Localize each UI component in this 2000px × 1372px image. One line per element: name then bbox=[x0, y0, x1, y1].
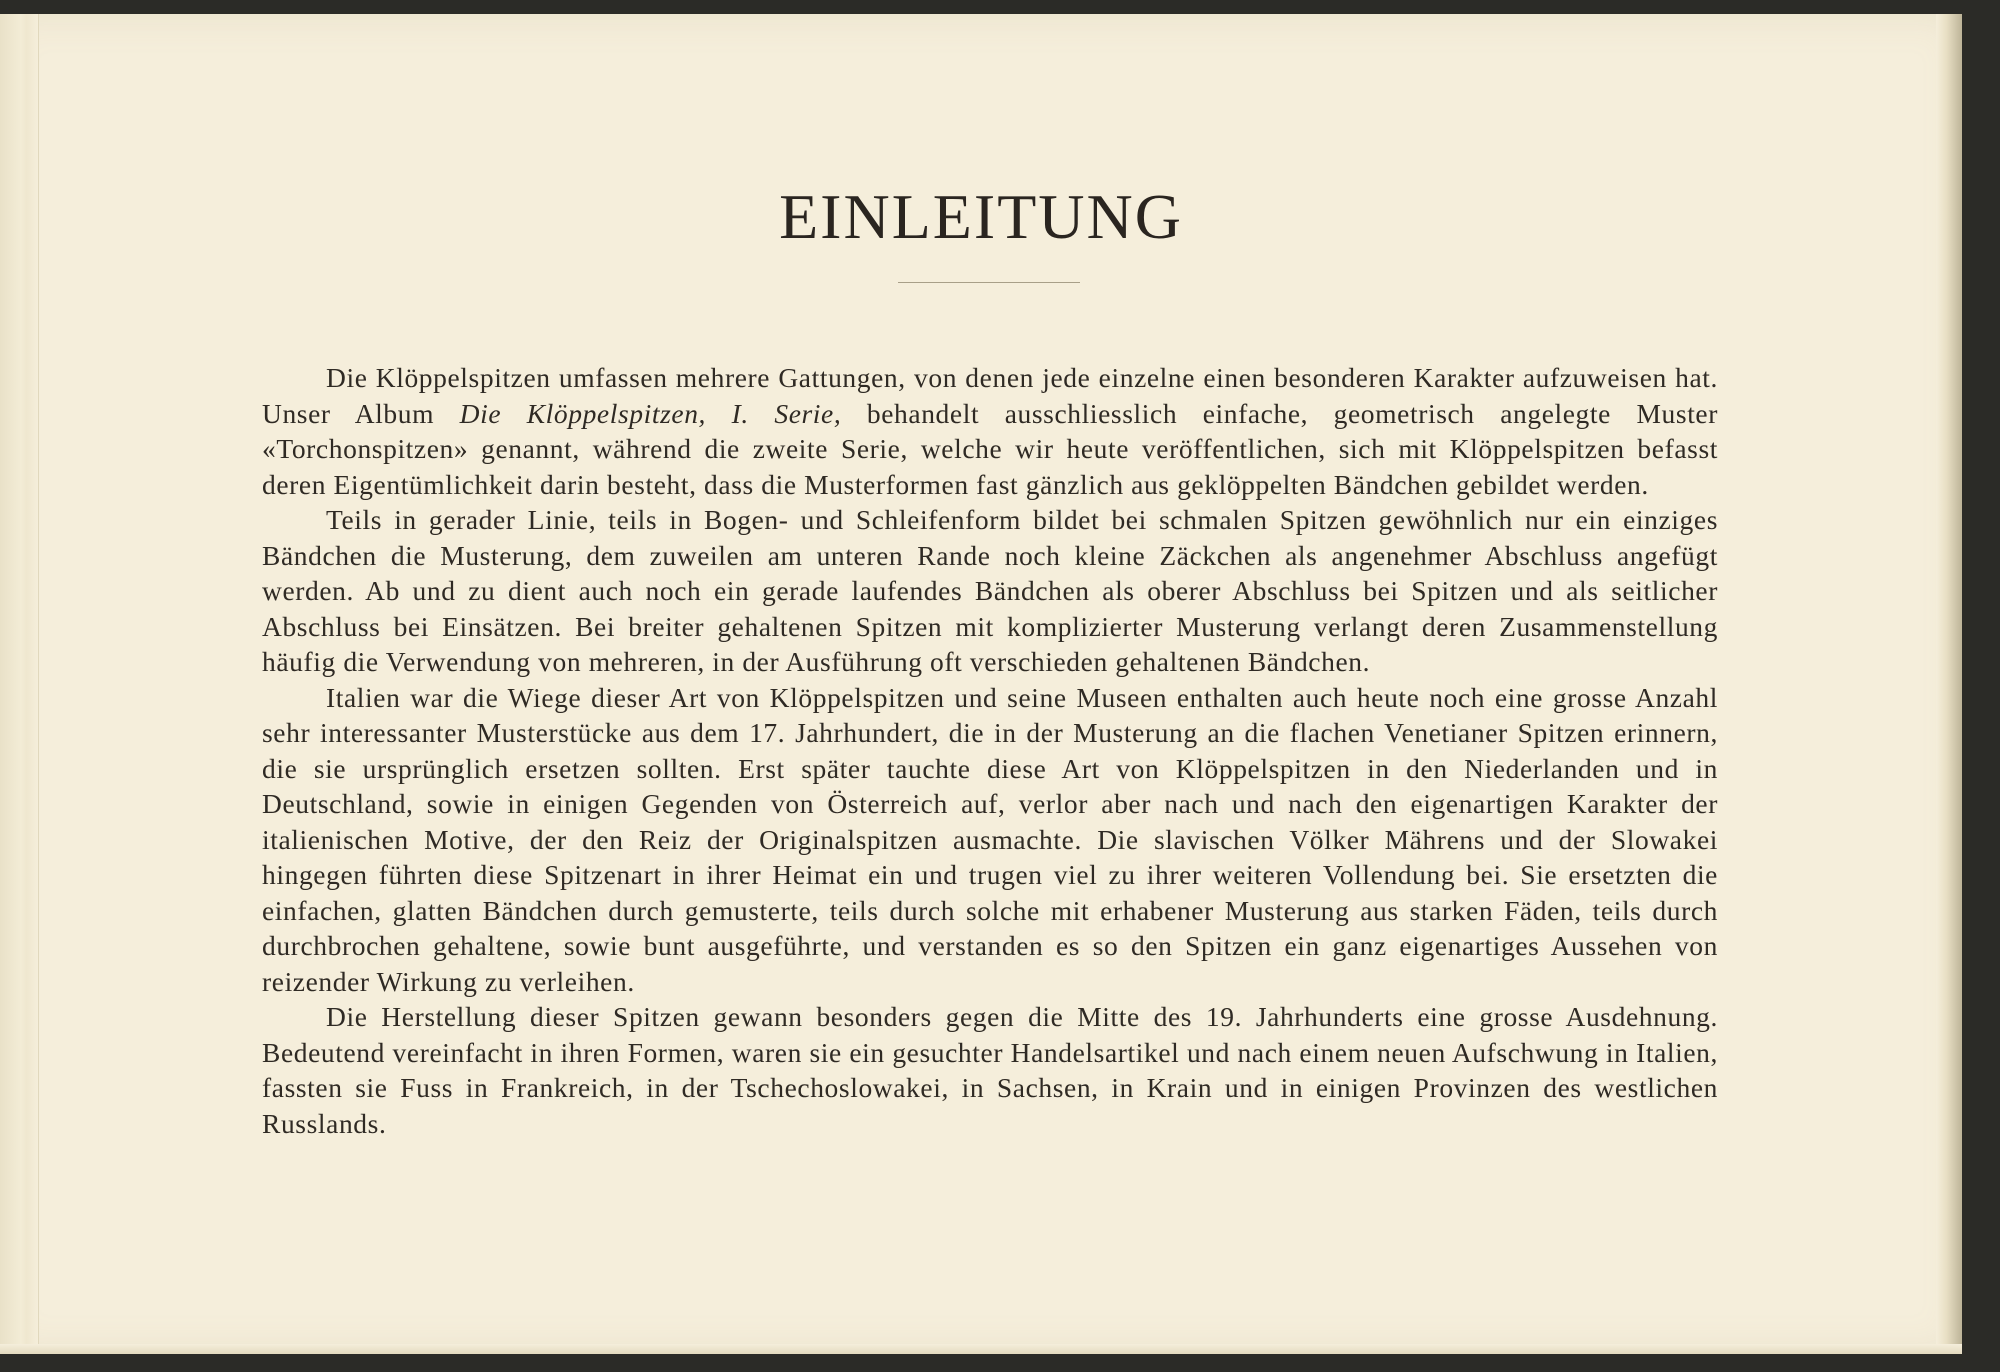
page-bottom-edge bbox=[0, 1344, 1962, 1354]
paragraph-4: Die Herstellung dieser Spitzen gewann besonders gegen die Mitte des 19. Jahrhunderts eine grosse Ausdehnung. Bedeutend vereinfacht in ihren Formen, waren sie ein gesuchter Handelsartikel und nach einem neuen Aufschwung in Italien, fassten sie Fuss in Frankreich, in der Tschechoslowakei, in Sachsen, in Krain und in einigen Provinzen des westlichen Russlands. bbox=[262, 1001, 1718, 1139]
paragraph-2: Teils in gerader Linie, teils in Bogen- und Schleifenform bildet bei schmalen Spitzen gewöhnlich nur ein einziges Bändchen die Musterung, dem zuweilen am unteren Rande noch kleine Zäckchen als angenehmer Abschluss angefügt werden. Ab und zu dient auch noch ein gerade laufendes Bändchen als oberer Abschluss bei Spitzen und als seitlicher Abschluss bei Einsätzen. Bei breiter gehaltenen Spitzen mit komplizierter Musterung verlangt deren Zusammenstellung häufig die Verwendung von mehreren, in der Ausführung oft verschieden gehaltenen Bändchen. bbox=[262, 504, 1718, 677]
paragraph-1-text-b: behandelt ausschliesslich einfache, geometrisch angelegte Muster «Torchonspitzen» genannt, während die zweite Serie, welche wir heute veröffentlichen, sich mit Klöppelspitzen befasst deren Eigentümlichkeit darin besteht, dass die Musterformen fast gänzlich aus geklöppelten Bändchen gebildet werden. bbox=[262, 397, 1718, 500]
book-page bbox=[0, 14, 1962, 1354]
title-divider bbox=[898, 282, 1080, 283]
paragraph-1-text-a: Die Klöppelspitzen umfassen mehrere Gattungen, von denen jede einzelne einen besonderen Karakter aufzuweisen hat. Unser Album bbox=[262, 362, 1718, 429]
album-title-italic: Die Klöppelspitzen, I. Serie, bbox=[459, 397, 842, 429]
paragraph-3: Italien war die Wiege dieser Art von Klöppelspitzen und seine Museen enthalten auch heute noch eine grosse Anzahl sehr interessanter Musterstücke aus dem 17. Jahrhundert, die in der Musterung an die flachen Venetianer Spitzen erinnern, die sie ursprünglich ersetzen sollten. Erst später tauchte diese Art von Klöppelspitzen in den Niederlanden und in Deutschland, sowie in einigen Gegenden von Österreich auf, verlor aber nach und nach den eigenartigen Karakter der italienischen Motive, der den Reiz der Originalspitzen ausmachte. Die slavischen Völker Mährens und der Slowakei hingegen führten diese Spitzenart in ihrer Heimat ein und trugen viel zu ihrer weiteren Vollendung bei. Sie ersetzten die einfachen, glatten Bändchen durch gemusterte, teils durch solche mit erhabener Musterung aus starken Fäden, teils durch durchbrochen gehaltene, sowie bunt ausgeführte, und verstanden es so den Spitzen ein ganz eigenartiges Aussehen von reizender Wirkung zu verleihen. bbox=[262, 681, 1718, 997]
paragraph-1 bbox=[262, 360, 1718, 502]
page-title: EINLEITUNG bbox=[779, 181, 1183, 252]
body-text bbox=[262, 360, 1718, 1141]
